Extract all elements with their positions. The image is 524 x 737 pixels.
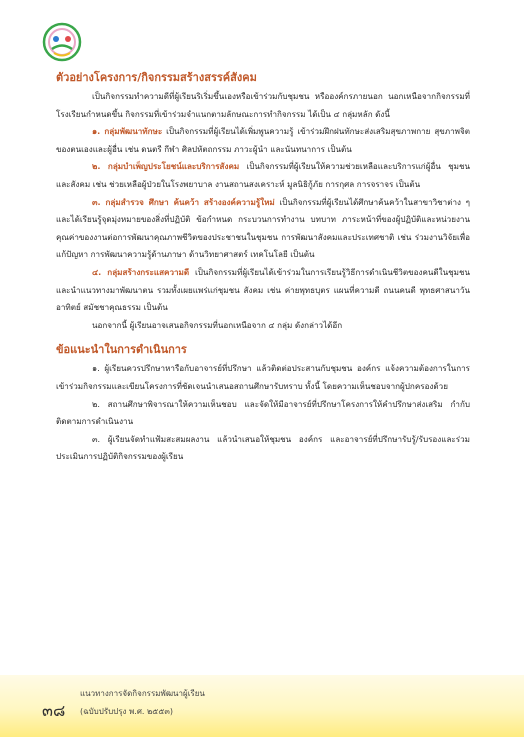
footer-book-title: แนวทางการจัดกิจกรรมพัฒนาผู้เรียน bbox=[80, 689, 205, 698]
group-item-4-title: ๔. กลุ่มสร้างกระแสความดี bbox=[92, 266, 190, 277]
guideline-item-3: ๓. ผู้เรียนจัดทำแฟ้มสะสมผลงาน แล้วนำเสนอให้ชุมชน องค์กร และอาจารย์ที่ปรึกษารับรู้/รับรองและร่วมประเมินการปฏิบัติกิจกรรมของผู้เรียน bbox=[56, 433, 470, 462]
group-item-1 bbox=[56, 123, 470, 158]
group-item-3-text: เป็นกิจกรรมที่ผู้เรียนได้ศึกษาค้นคว้าในสาขาวิชาต่าง ๆ และได้เรียนรู้จุดมุ่งหมายของสิ่งที่ปฏิบัติ ข้อกำหนด กระบวนการทำงาน บทบาท ภาระหน้าที่ของผู้ปฏิบัติและหน่วยงาน คุณค่าของงานต่อการพัฒนาคุณภาพชีวิตของประชาชนในชุมชน การพัฒนาสังคมและประเทศชาติ เช่น ร่วมงานวิจัยเพื่อแก้ปัญหา การพัฒนาความรู้ด้านภาษา ด้านวิทยาศาสตร์ เทคโนโลยี เป็นต้น bbox=[56, 196, 470, 260]
group-item-1-title: ๑. กลุ่มพัฒนาทักษะ bbox=[92, 126, 163, 137]
intro-paragraph: เป็นกิจกรรมทำความดีที่ผู้เรียนริเริ่มขึ้นเองหรือเข้าร่วมกับชุมชน หรือองค์กรภายนอก นอกเหนือจากกิจกรรมที่โรงเรียนกำหนดขึ้น กิจกรรมที่เข้าร่วมจำแนกตามลักษณะการทำกิจกรรม ได้เป็น ๔ กลุ่มหลัก ดังนี้ bbox=[56, 91, 470, 119]
group-item-2 bbox=[56, 158, 470, 193]
logo-emblem bbox=[42, 22, 82, 62]
section-heading-guidelines: ข้อแนะนำในการดำเนินการ bbox=[56, 343, 187, 357]
footer-edition: (ฉบับปรับปรุง พ.ศ. ๒๕๕๓) bbox=[80, 707, 173, 716]
group-item-3-title: ๓. กลุ่มสำรวจ ศึกษา ค้นคว้า สร้างองค์ความรู้ใหม่ bbox=[92, 196, 275, 207]
outro-paragraph: นอกจากนี้ ผู้เรียนอาจเสนอกิจกรรมที่นอกเหนือจาก ๔ กลุ่ม ดังกล่าวได้อีก bbox=[92, 319, 343, 330]
group-item-3 bbox=[56, 194, 470, 264]
group-item-2-title: ๒. กลุ่มบำเพ็ญประโยชน์และบริการสังคม bbox=[92, 161, 240, 172]
guideline-item-1: ๑. ผู้เรียนควรปรึกษาหารือกับอาจารย์ที่ปรึกษา แล้วติดต่อประสานกับชุมชน องค์กร แจ้งความต้องการในการเข้าร่วมกิจกรรมและเขียนโครงการที่ชัดเจนนำเสนอสถานศึกษารับทราบ ทั้งนี้ โดยความเห็นชอบจากผู้ปกครองด้วย bbox=[56, 363, 470, 391]
group-item-1-text: เป็นกิจกรรมที่ผู้เรียนได้เพิ่มพูนความรู้ เข้าร่วมฝึกฝนทักษะส่งเสริมสุขภาพกาย สุขภาพจิตของตนเองและผู้อื่น เช่น ดนตรี กีฬา ศิลปหัตถกรรม ภาวะผู้นำ และนันทนาการ เป็นต้น bbox=[56, 126, 471, 154]
group-item-4-text: เป็นกิจกรรมที่ผู้เรียนได้เข้าร่วมในการเรียนรู้วิธีการดำเนินชีวิตของคนดีในชุมชน และนำแนวทางมาพัฒนาตน รวมทั้งเผยแพร่แก่ชุมชน สังคม เช่น ค่ายพุทธบุตร แผนที่ความดี ถนนคนดี พุทธศาสนาวันอาทิตย์ สมัชชาคุณธรรม เป็นต้น bbox=[56, 266, 470, 313]
document-body bbox=[56, 70, 470, 466]
guideline-item-2: ๒. สถานศึกษาพิจารณาให้ความเห็นชอบ และจัดให้มีอาจารย์ที่ปรึกษาโครงการให้คำปรึกษาส่งเสริม กำกับ ติดตามการดำเนินงาน bbox=[56, 398, 470, 427]
page-footer bbox=[0, 675, 524, 737]
section-heading-examples: ตัวอย่างโครงการ/กิจกรรมสร้างสรรค์สังคม bbox=[56, 71, 257, 84]
group-item-4 bbox=[56, 264, 470, 317]
page-number: ๓๘ bbox=[42, 701, 66, 720]
group-item-2-text: เป็นกิจกรรมที่ผู้เรียนให้ความช่วยเหลือและบริการแก่ผู้อื่น ชุมชนและสังคม เช่น ช่วยเหลือผู้ป่วยในโรงพยาบาล งานสถานสงเคราะห์ มูลนิธิกู้ภัย การกุศล การจราจร เป็นต้น bbox=[56, 161, 470, 189]
